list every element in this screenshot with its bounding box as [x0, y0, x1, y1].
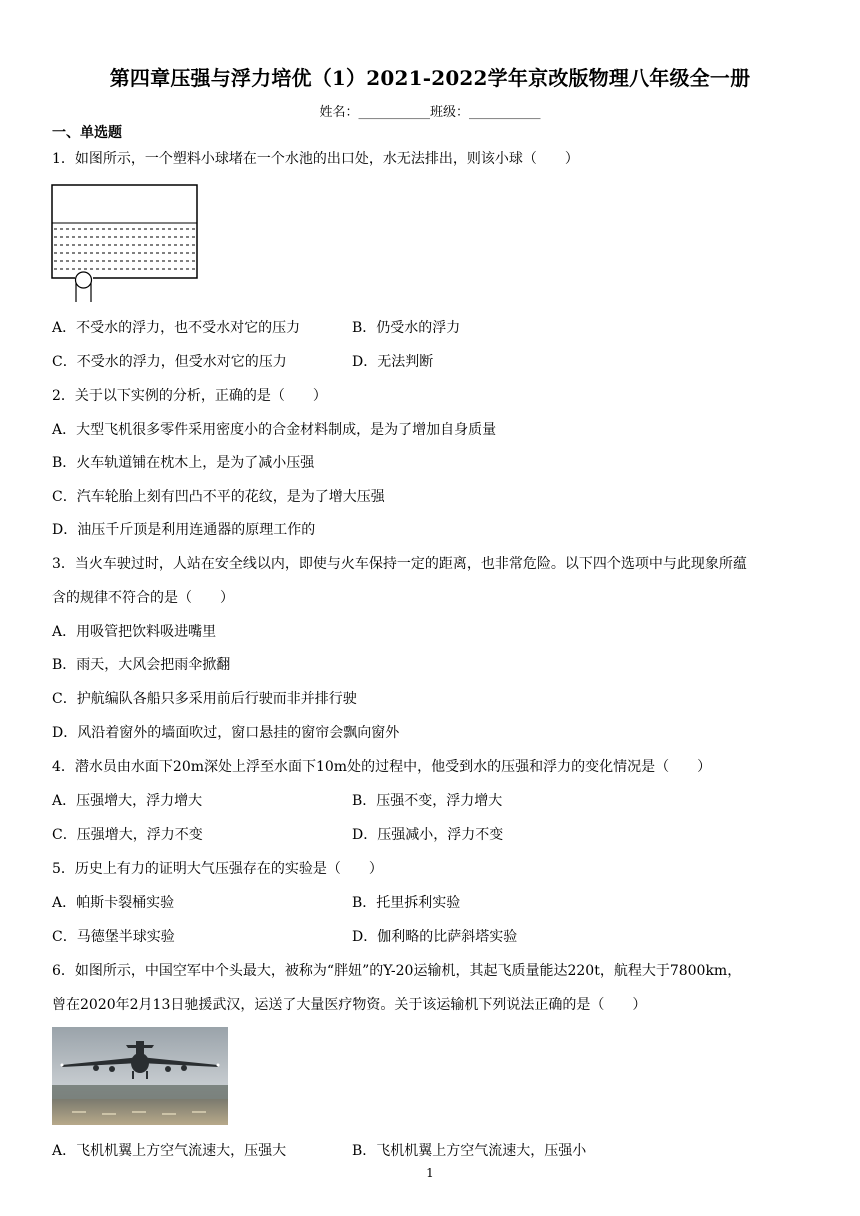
q5-option-c[interactable]: C．马德堡半球实验: [52, 929, 175, 945]
q5-option-d[interactable]: D．伽利略的比萨斜塔实验: [352, 929, 518, 945]
q6-option-a[interactable]: A．飞机机翼上方空气流速大，压强大: [52, 1143, 287, 1159]
q5-option-a[interactable]: A．帕斯卡裂桶实验: [52, 895, 175, 911]
q3-stem-line2: 含的规律不符合的是（ ）: [52, 590, 234, 606]
q1-option-d[interactable]: D．无法判断: [352, 354, 434, 370]
q3-option-c[interactable]: C．护航编队各船只多采用前后行驶而非并排行驶: [52, 691, 357, 707]
q4-stem: 4．潜水员由水面下20m深处上浮至水面下10m处的过程中，他受到水的压强和浮力的变化情况是（ ）: [52, 759, 712, 775]
q4-option-c[interactable]: C．压强增大，浮力不变: [52, 827, 203, 843]
q3-stem-line1: 3．当火车驶过时，人站在安全线以内，即使与火车保持一定的距离，也非常危险。以下四个选项中与此现象所蕴: [52, 556, 747, 572]
q5-stem: 5．历史上有力的证明大气压强存在的实验是（ ）: [52, 861, 383, 877]
q1-stem: 1．如图所示，一个塑料小球堵在一个水池的出口处，水无法排出，则该小球（ ）: [52, 151, 579, 167]
q4-option-b[interactable]: B．压强不变，浮力增大: [352, 793, 503, 809]
q2-stem: 2．关于以下实例的分析，正确的是（ ）: [52, 388, 327, 404]
q6-stem-line2: 曾在2020年2月13日驰援武汉，运送了大量医疗物资。关于该运输机下列说法正确的是（ ）: [52, 997, 647, 1013]
q6-stem-line1: 6．如图所示，中国空军中个头最大，被称为“胖妞”的Y-20运输机，其起飞质量能达220t，航程大于7800km，: [52, 963, 742, 979]
q2-option-b[interactable]: B．火车轨道铺在枕木上，是为了减小压强: [52, 455, 315, 471]
name-label: 姓名：: [319, 105, 359, 120]
class-label: 班级：: [430, 105, 470, 120]
q4-option-a[interactable]: A．压强增大，浮力增大: [52, 793, 203, 809]
q2-option-c[interactable]: C．汽车轮胎上刻有凹凸不平的花纹，是为了增大压强: [52, 489, 385, 505]
q1-pool-figure: [50, 183, 200, 303]
q5-option-b[interactable]: B．托里拆利实验: [352, 895, 461, 911]
q3-option-d[interactable]: D．风沿着窗外的墙面吹过，窗口悬挂的窗帘会飘向窗外: [52, 725, 400, 741]
document-title: 第四章压强与浮力培优（1）2021-2022学年京改版物理八年级全一册: [109, 66, 751, 90]
q6-option-b[interactable]: B．飞机机翼上方空气流速大，压强小: [352, 1143, 587, 1159]
q4-option-d[interactable]: D．压强减小，浮力不变: [352, 827, 504, 843]
class-blank[interactable]: ___________: [469, 105, 541, 120]
q2-option-a[interactable]: A．大型飞机很多零件采用密度小的合金材料制成，是为了增加自身质量: [52, 422, 497, 438]
student-info-line: [0, 101, 860, 120]
page-number: 1: [426, 1166, 434, 1180]
section-heading: 一、单选题: [52, 125, 122, 141]
q2-option-d[interactable]: D．油压千斤顶是利用连通器的原理工作的: [52, 522, 316, 538]
name-blank[interactable]: ___________: [358, 105, 430, 120]
q3-option-b[interactable]: B．雨天，大风会把雨伞掀翻: [52, 657, 231, 673]
q3-option-a[interactable]: A．用吸管把饮料吸进嘴里: [52, 624, 217, 640]
q1-option-c[interactable]: C．不受水的浮力，但受水对它的压力: [52, 354, 287, 370]
q1-option-b[interactable]: B．仍受水的浮力: [352, 320, 461, 336]
q1-option-a[interactable]: A．不受水的浮力，也不受水对它的压力: [52, 320, 301, 336]
y20-aircraft-photo: [52, 1027, 228, 1125]
